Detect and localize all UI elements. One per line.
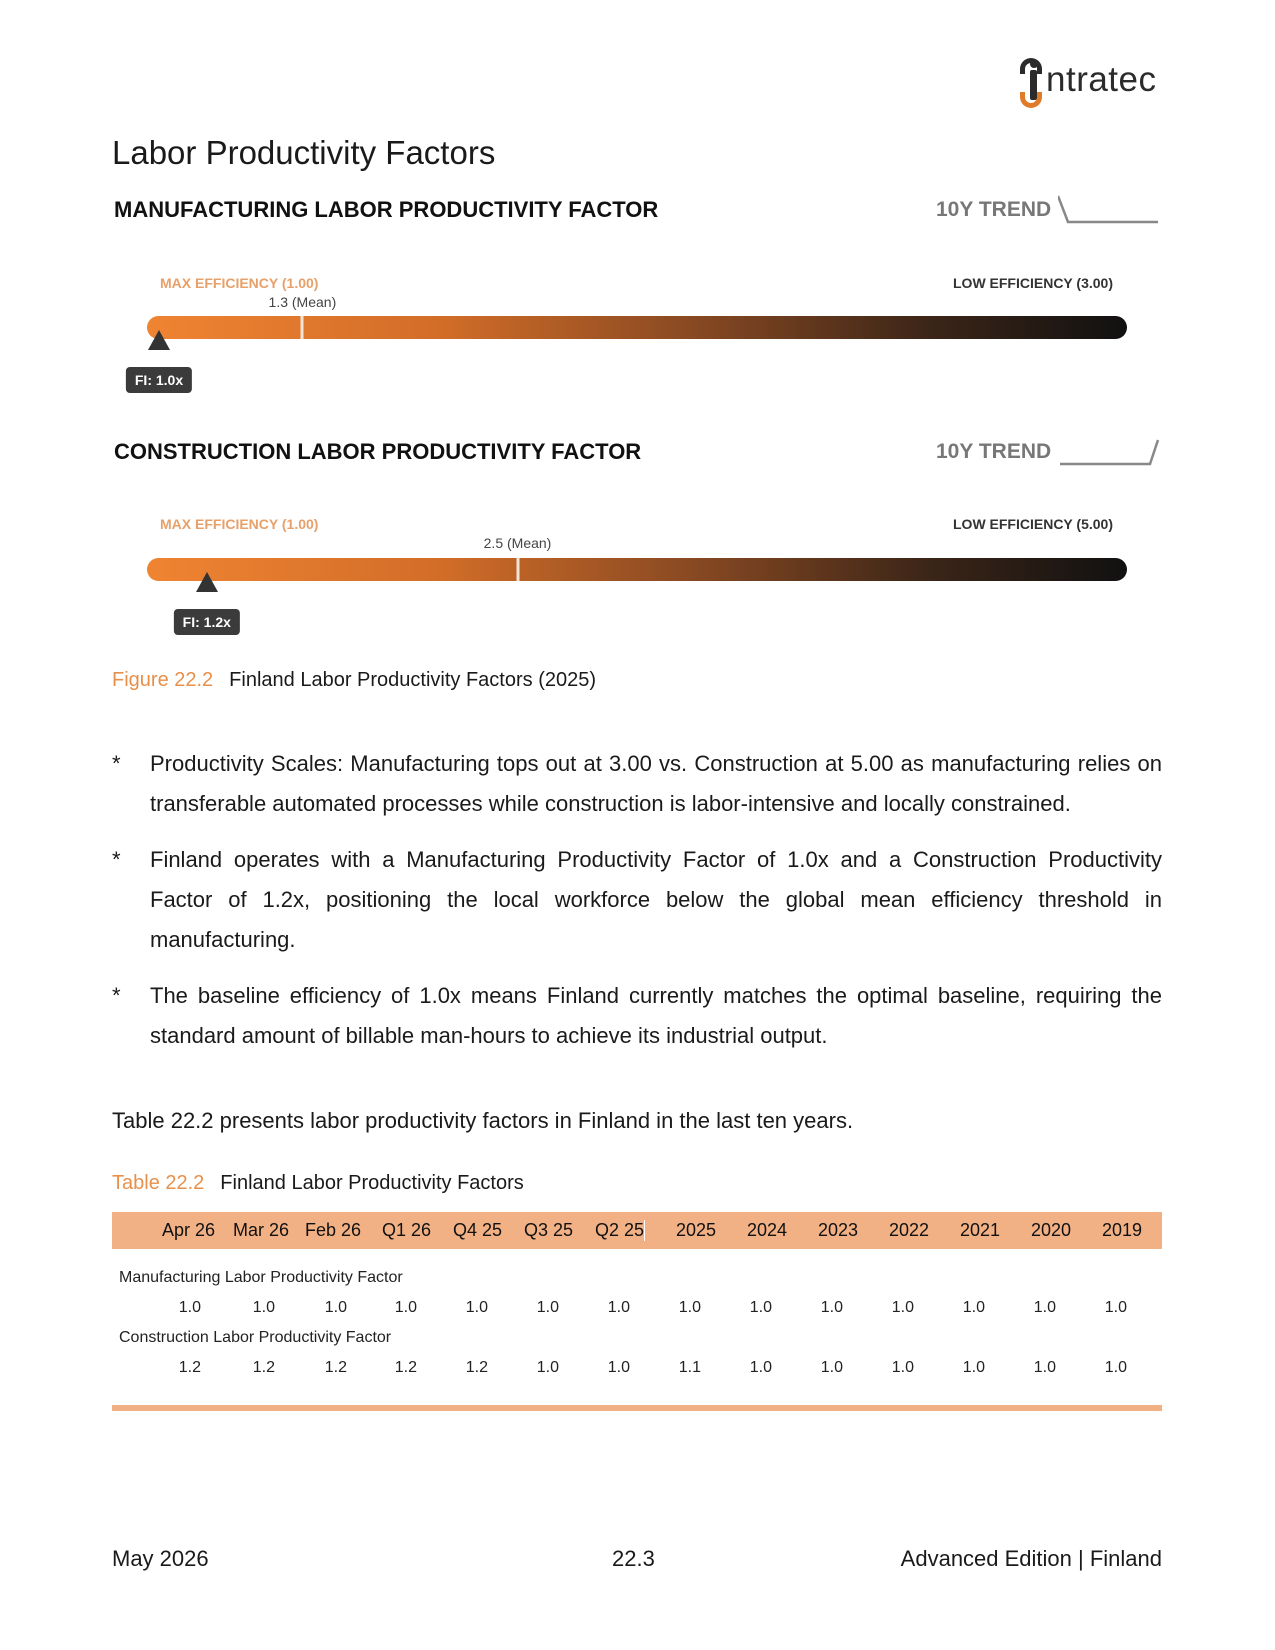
table-intro: Table 22.2 presents labor productivity factors in Finland in the last ten years. (112, 1108, 854, 1133)
construction-max-efficiency: MAX EFFICIENCY (1.00) (160, 516, 319, 532)
bullet-list (112, 744, 1162, 1072)
table-cell: 1.0 (465, 1299, 488, 1316)
column-header: 2024 (746, 1220, 787, 1240)
table-cell: 1.0 (1033, 1299, 1056, 1316)
table-cell: 1.0 (607, 1359, 630, 1376)
page-title: Labor Productivity Factors (112, 134, 496, 171)
table-row (112, 1353, 1162, 1383)
column-header: 2020 (1030, 1220, 1071, 1240)
table-cell: 1.0 (1104, 1359, 1127, 1376)
bullet-text: Productivity Scales: Manufacturing tops out at 3.00 vs. Construction at 5.00 as manufacturing relies on transferable automated processes while construction is labor-intensive and locally constrained. (150, 751, 1162, 816)
column-header: Q2 25 (594, 1220, 644, 1240)
construction-mean-label: 2.5 (Mean) (483, 535, 552, 551)
table-body (112, 1249, 1162, 1383)
table-cell: 1.0 (607, 1299, 630, 1316)
figure-label: Figure 22.2 (112, 669, 214, 691)
bullet-marker: * (112, 983, 121, 1008)
table-cell: 1.0 (394, 1299, 417, 1316)
column-header: Q3 25 (523, 1220, 573, 1240)
construction-scale-bar (147, 558, 1127, 581)
manufacturing-trend-sparkline (1058, 194, 1160, 228)
table-cell: 1.0 (749, 1299, 772, 1316)
table-label: Table 22.2 (112, 1172, 205, 1194)
table-cell: 1.0 (536, 1299, 559, 1316)
column-header: Apr 26 (161, 1220, 215, 1240)
column-header: 2023 (817, 1220, 858, 1240)
table-cell: 1.0 (820, 1359, 843, 1376)
column-header: Q4 25 (452, 1220, 502, 1240)
logo-text: ntratec (1046, 60, 1157, 99)
bullet-text: Finland operates with a Manufacturing Productivity Factor of 1.0x and a Construction Productivity Factor of 1.2x, positioning the local workforce below the global mean efficiency threshold in manufacturing. (150, 847, 1162, 952)
column-header: Feb 26 (304, 1220, 361, 1240)
manufacturing-scale-bar (147, 316, 1127, 339)
bullet-item (112, 976, 1162, 1056)
bullet-text: The baseline efficiency of 1.0x means Finland currently matches the optimal baseline, requiring the standard amount of billable man-hours to achieve its industrial output. (150, 983, 1162, 1048)
footer-date: May 2026 (112, 1546, 209, 1571)
table-cell: 1.0 (324, 1299, 347, 1316)
construction-trend-sparkline (1058, 436, 1160, 470)
manufacturing-heading: MANUFACTURING LABOR PRODUCTIVITY FACTOR (114, 197, 659, 222)
construction-heading: CONSTRUCTION LABOR PRODUCTIVITY FACTOR (114, 439, 642, 464)
logo-i-dot (1030, 60, 1038, 68)
construction-value-badge: FI: 1.2x (174, 609, 240, 635)
table-cell: 1.2 (252, 1359, 275, 1376)
table-caption (112, 1172, 524, 1195)
bullet-item (112, 744, 1162, 824)
productivity-table (112, 1212, 1162, 1411)
table-cell: 1.2 (465, 1359, 488, 1376)
figure-caption (112, 669, 596, 692)
construction-value-marker (196, 572, 218, 592)
table-cell: 1.0 (891, 1359, 914, 1376)
table-cell: 1.0 (1033, 1359, 1056, 1376)
table-cell: 1.1 (678, 1359, 701, 1376)
column-header: 2022 (888, 1220, 929, 1240)
bullet-marker: * (112, 751, 121, 776)
table-cell: 1.0 (962, 1359, 985, 1376)
construction-low-efficiency: LOW EFFICIENCY (5.00) (953, 516, 1113, 532)
table-cell: 1.0 (536, 1359, 559, 1376)
table-cell: 1.0 (1104, 1299, 1127, 1316)
table-cell: 1.0 (749, 1359, 772, 1376)
table-cell: 1.0 (178, 1299, 201, 1316)
construction-mean-tick (516, 558, 519, 581)
column-header: Q1 26 (381, 1220, 431, 1240)
column-header: Mar 26 (232, 1220, 289, 1240)
manufacturing-value-badge: FI: 1.0x (126, 367, 192, 393)
figure-title: Finland Labor Productivity Factors (2025) (229, 669, 597, 691)
bullet-item (112, 840, 1162, 960)
table-cell: 1.0 (820, 1299, 843, 1316)
manufacturing-max-efficiency: MAX EFFICIENCY (1.00) (160, 275, 319, 291)
manufacturing-trend-label: 10Y TREND (936, 198, 1052, 221)
manufacturing-mean-label: 1.3 (Mean) (268, 294, 337, 310)
table-cell: 1.0 (891, 1299, 914, 1316)
construction-trend-label: 10Y TREND (936, 440, 1052, 463)
row-label: Construction Labor Productivity Factor (119, 1329, 392, 1346)
table-header-row (112, 1212, 1162, 1249)
manufacturing-mean-tick (301, 316, 304, 339)
table-row (112, 1293, 1162, 1323)
table-cell: 1.2 (178, 1359, 201, 1376)
manufacturing-low-efficiency: LOW EFFICIENCY (3.00) (953, 275, 1113, 291)
table-cell: 1.0 (678, 1299, 701, 1316)
footer-page-number: 22.3 (612, 1546, 655, 1571)
column-header: 2019 (1101, 1220, 1142, 1240)
table-cell: 1.2 (324, 1359, 347, 1376)
column-header: 2021 (959, 1220, 1000, 1240)
table-cell: 1.0 (252, 1299, 275, 1316)
manufacturing-value-marker (148, 330, 170, 350)
logo-arc-bottom (1020, 92, 1042, 108)
intratec-logo (1016, 56, 1166, 112)
bullet-marker: * (112, 847, 121, 872)
table-bottom-rule (112, 1405, 1162, 1411)
table-cell: 1.0 (962, 1299, 985, 1316)
table-title: Finland Labor Productivity Factors (220, 1172, 524, 1194)
column-header: 2025 (644, 1220, 716, 1241)
row-label: Manufacturing Labor Productivity Factor (119, 1269, 403, 1286)
footer-edition: Advanced Edition | Finland (900, 1546, 1162, 1571)
table-cell: 1.2 (394, 1359, 417, 1376)
